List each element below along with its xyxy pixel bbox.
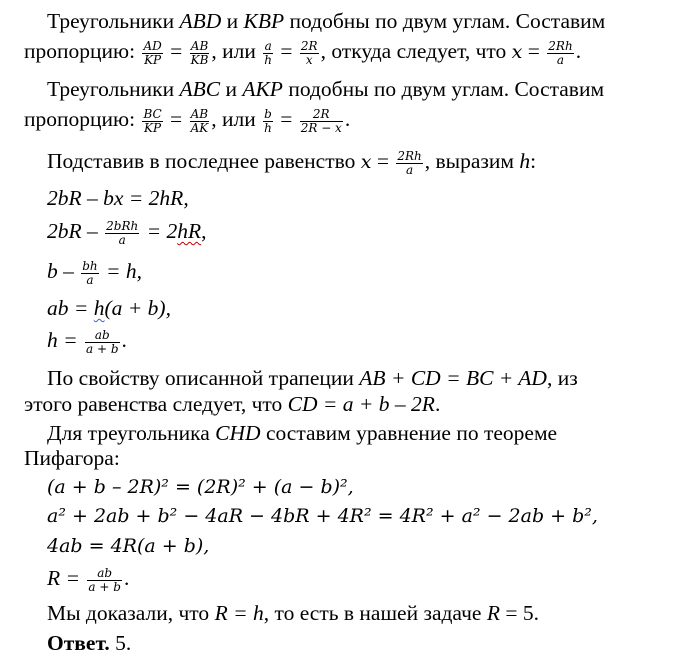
equation: 2bR – bx = 2hR, (47, 186, 189, 210)
fraction: $\frac{2R}{2R - x}$ (300, 106, 342, 135)
equation-part: R = (47, 566, 86, 590)
text: пропорцию: (24, 107, 141, 131)
text: подобны по двум углам. Составим (284, 9, 606, 33)
text: = (371, 149, 395, 173)
text: , откуда следует, что (320, 39, 512, 63)
text: подобны по двум углам. Составим (282, 77, 605, 101)
text: , (201, 219, 207, 243)
eq2-line-4 (47, 565, 129, 594)
text: = (274, 107, 298, 131)
fraction: $\frac{ab}{a + b}$ (88, 565, 121, 594)
equation: 4ab = 4R(a + b), (47, 535, 210, 557)
text: и (220, 77, 243, 101)
text: Для треугольника (47, 421, 216, 445)
triangle-kbp: KBP (243, 9, 285, 33)
text: Мы доказали, что (47, 601, 215, 625)
eq-line-3 (47, 258, 142, 287)
p5-line2 (24, 445, 120, 471)
p4-line2 (24, 391, 440, 417)
fraction: $\frac{2Rh}{a}$ (397, 148, 422, 177)
triangle-chd: CHD (215, 421, 261, 445)
equation-part: b – (47, 259, 80, 283)
text: = 5. (500, 601, 540, 625)
text: пропорцию: (24, 39, 141, 63)
equation-part: h = (47, 328, 84, 352)
p2-line1 (47, 76, 604, 102)
text: = (164, 107, 188, 131)
p2-line2 (24, 106, 350, 135)
eq-line-5 (47, 327, 127, 356)
text: По свойству описанной трапеции (47, 366, 360, 390)
fraction: $\frac{AB}{AK}$ (190, 106, 209, 135)
var-h: h (519, 149, 531, 173)
p4-line1 (47, 365, 578, 391)
text: и (221, 9, 244, 33)
text: , или (211, 39, 262, 63)
equation-part: (a + b), (104, 296, 171, 320)
fraction: $\frac{AB}{KB}$ (190, 38, 209, 67)
equation: a² + 2ab + b² − 4aR − 4bR + 4R² = 4R² + a² − 2ab + b², (47, 505, 598, 527)
fraction: $\frac{bh}{a}$ (82, 258, 98, 287)
equation: R = h (214, 601, 264, 625)
p1-line1 (47, 8, 605, 34)
fraction: $\frac{ab}{a + b}$ (86, 327, 119, 356)
spellcheck-word: hR (177, 219, 202, 243)
fraction: $\frac{\text{2bRh}}{a}$ (106, 218, 139, 247)
text: . (434, 392, 441, 416)
equation: AB + CD = BC + AD (359, 366, 547, 390)
triangle-abd: ABD (179, 9, 222, 33)
eq2-line-2 (47, 503, 598, 529)
text: . (344, 107, 351, 131)
text: этого равенства следует, что (24, 392, 288, 416)
text: = (275, 39, 298, 63)
eq-line-1 (47, 185, 189, 211)
text: = (164, 39, 188, 63)
text: Подставив в последнее равенство (47, 149, 361, 173)
text: , или (211, 107, 262, 131)
equation-part: ab = (47, 296, 94, 320)
equation-part: 2bR – (47, 219, 104, 243)
fraction: $\frac{2Rh}{a}$ (548, 38, 573, 67)
text: . (575, 39, 582, 63)
text: : (530, 149, 537, 173)
eq2-line-3 (47, 533, 209, 559)
equation-part: = 2 (141, 219, 178, 243)
answer-label: Ответ. (47, 631, 110, 655)
var-x: x (511, 41, 523, 63)
fraction: $\frac{AD}{KP}$ (143, 38, 162, 67)
triangle-abc: ABC (179, 77, 221, 101)
text: = (522, 39, 546, 63)
p6-line (47, 600, 539, 626)
fraction: $\frac{2R}{x}$ (300, 38, 318, 67)
answer-value: 5. (109, 631, 132, 655)
p5-line1 (47, 420, 557, 446)
text: составим уравнение по теореме (260, 421, 558, 445)
text: Треугольники (47, 9, 180, 33)
fraction: $\frac{a}{h}$ (264, 38, 273, 67)
eq2-line-1 (47, 474, 354, 500)
triangle-akp: AKP (242, 77, 283, 101)
text: Пифагора: (24, 446, 120, 470)
var-r: R (486, 601, 500, 625)
equation: (a + b – 2R)² = (2R)² + (a − b)², (47, 476, 354, 498)
equation-part: = h, (100, 259, 143, 283)
var-x: x (360, 151, 372, 173)
eq-line-4 (47, 295, 171, 321)
text: . (121, 328, 127, 352)
grammar-word: h (93, 296, 105, 320)
text: , то есть в нашей задаче (263, 601, 487, 625)
answer-line (47, 630, 131, 656)
fraction: $\frac{BC}{KP}$ (143, 106, 162, 135)
text: , выразим (424, 149, 520, 173)
equation: CD = a + b – 2R (287, 392, 435, 416)
text: . (123, 566, 130, 590)
p1-line2 (24, 38, 581, 67)
text: Треугольники (47, 77, 180, 101)
eq-line-2 (47, 218, 207, 247)
fraction: $\frac{b}{h}$ (264, 106, 272, 135)
text: , из (546, 366, 578, 390)
p3-line (47, 148, 536, 177)
